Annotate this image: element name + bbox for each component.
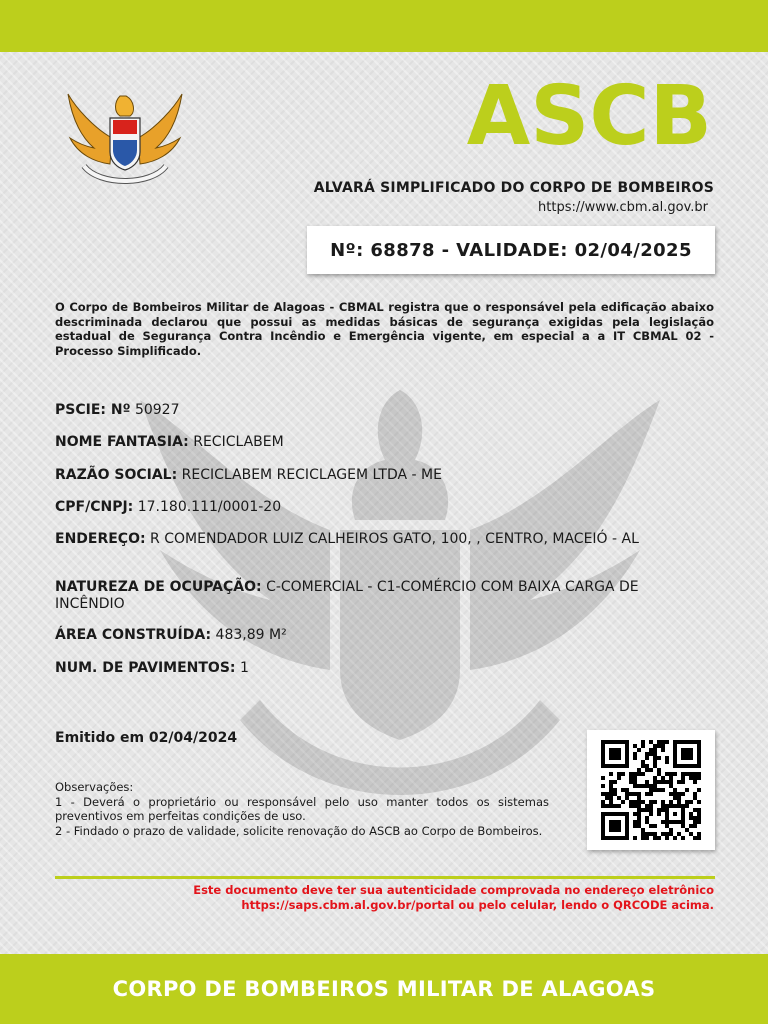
field-value: RECICLABEM	[193, 434, 284, 450]
authenticity-line: Este documento deve ter sua autenticidade comprovada no endereço eletrônico	[193, 883, 714, 897]
number-validity-box	[307, 226, 715, 274]
observation-item: 2 - Findado o prazo de validade, solicite renovação do ASCB ao Corpo de Bombeiros.	[55, 823, 543, 838]
authenticity-link[interactable]: https://saps.cbm.al.gov.br/portal ou pelo celular, lendo o QRCODE acima.	[241, 898, 714, 912]
field-area-construida	[55, 627, 705, 644]
document-title: ALVARÁ SIMPLIFICADO DO CORPO DE BOMBEIROS	[313, 180, 714, 196]
field-label: RAZÃO SOCIAL:	[55, 467, 178, 483]
observations-title: Observações:	[55, 780, 134, 794]
field-nome-fantasia	[55, 434, 705, 451]
qr-code-icon	[601, 740, 701, 840]
field-cpf-cnpj	[55, 499, 705, 516]
field-value: 1	[239, 660, 249, 676]
field-label: NATUREZA DE OCUPAÇÃO:	[55, 579, 262, 595]
field-value: 50927	[134, 402, 180, 418]
field-label: PSCIE: Nº	[55, 402, 131, 418]
observation-item: 1 - Deverá o proprietário ou responsável pelo uso manter todos os sistemas preventivos em perfeitas condições de uso.	[55, 794, 549, 823]
top-bar	[0, 0, 768, 52]
field-label: CPF/CNPJ:	[55, 499, 134, 515]
field-razao-social	[55, 467, 705, 484]
field-label: ÁREA CONSTRUÍDA:	[55, 627, 212, 643]
field-pscie	[55, 402, 705, 419]
field-natureza-ocupacao	[55, 579, 705, 613]
emitted-date: Emitido em 02/04/2024	[55, 730, 238, 746]
website-url[interactable]: https://www.cbm.al.gov.br	[538, 200, 708, 215]
field-value: 483,89 M²	[215, 627, 287, 643]
field-label: ENDEREÇO:	[55, 531, 146, 547]
field-endereco	[55, 531, 705, 548]
divider	[55, 876, 715, 879]
qr-code-box[interactable]	[587, 730, 715, 850]
cbmal-emblem-logo	[64, 88, 186, 190]
ascb-title: ASCB	[466, 69, 712, 164]
footer-bar	[0, 954, 768, 1024]
number-validity-text: Nº: 68878 - VALIDADE: 02/04/2025	[330, 239, 692, 261]
footer-title: CORPO DE BOMBEIROS MILITAR DE ALAGOAS	[112, 977, 656, 1001]
field-value: RECICLABEM RECICLAGEM LTDA - ME	[181, 467, 442, 483]
observations	[55, 780, 549, 838]
field-value: 17.180.111/0001-20	[137, 499, 282, 515]
field-label: NOME FANTASIA:	[55, 434, 189, 450]
field-value: C-COMERCIAL - C1-COMÉRCIO COM BAIXA CARGA DE INCÊNDIO	[55, 579, 639, 612]
field-num-pavimentos	[55, 660, 705, 677]
field-label: NUM. DE PAVIMENTOS:	[55, 660, 236, 676]
authenticity-notice	[94, 883, 714, 913]
field-value: R COMENDADOR LUIZ CALHEIROS GATO, 100, , CENTRO, MACEIÓ - AL	[150, 531, 639, 547]
intro-paragraph: O Corpo de Bombeiros Militar de Alagoas - CBMAL registra que o responsável pela edificação abaixo descriminada declarou que possui as medidas básicas de segurança exigidas pela legislação estadual de Segurança Contra Incêndio e Emergência vigente, em especial a a IT CBMAL 02 - Processo Simplificado.	[55, 300, 714, 358]
